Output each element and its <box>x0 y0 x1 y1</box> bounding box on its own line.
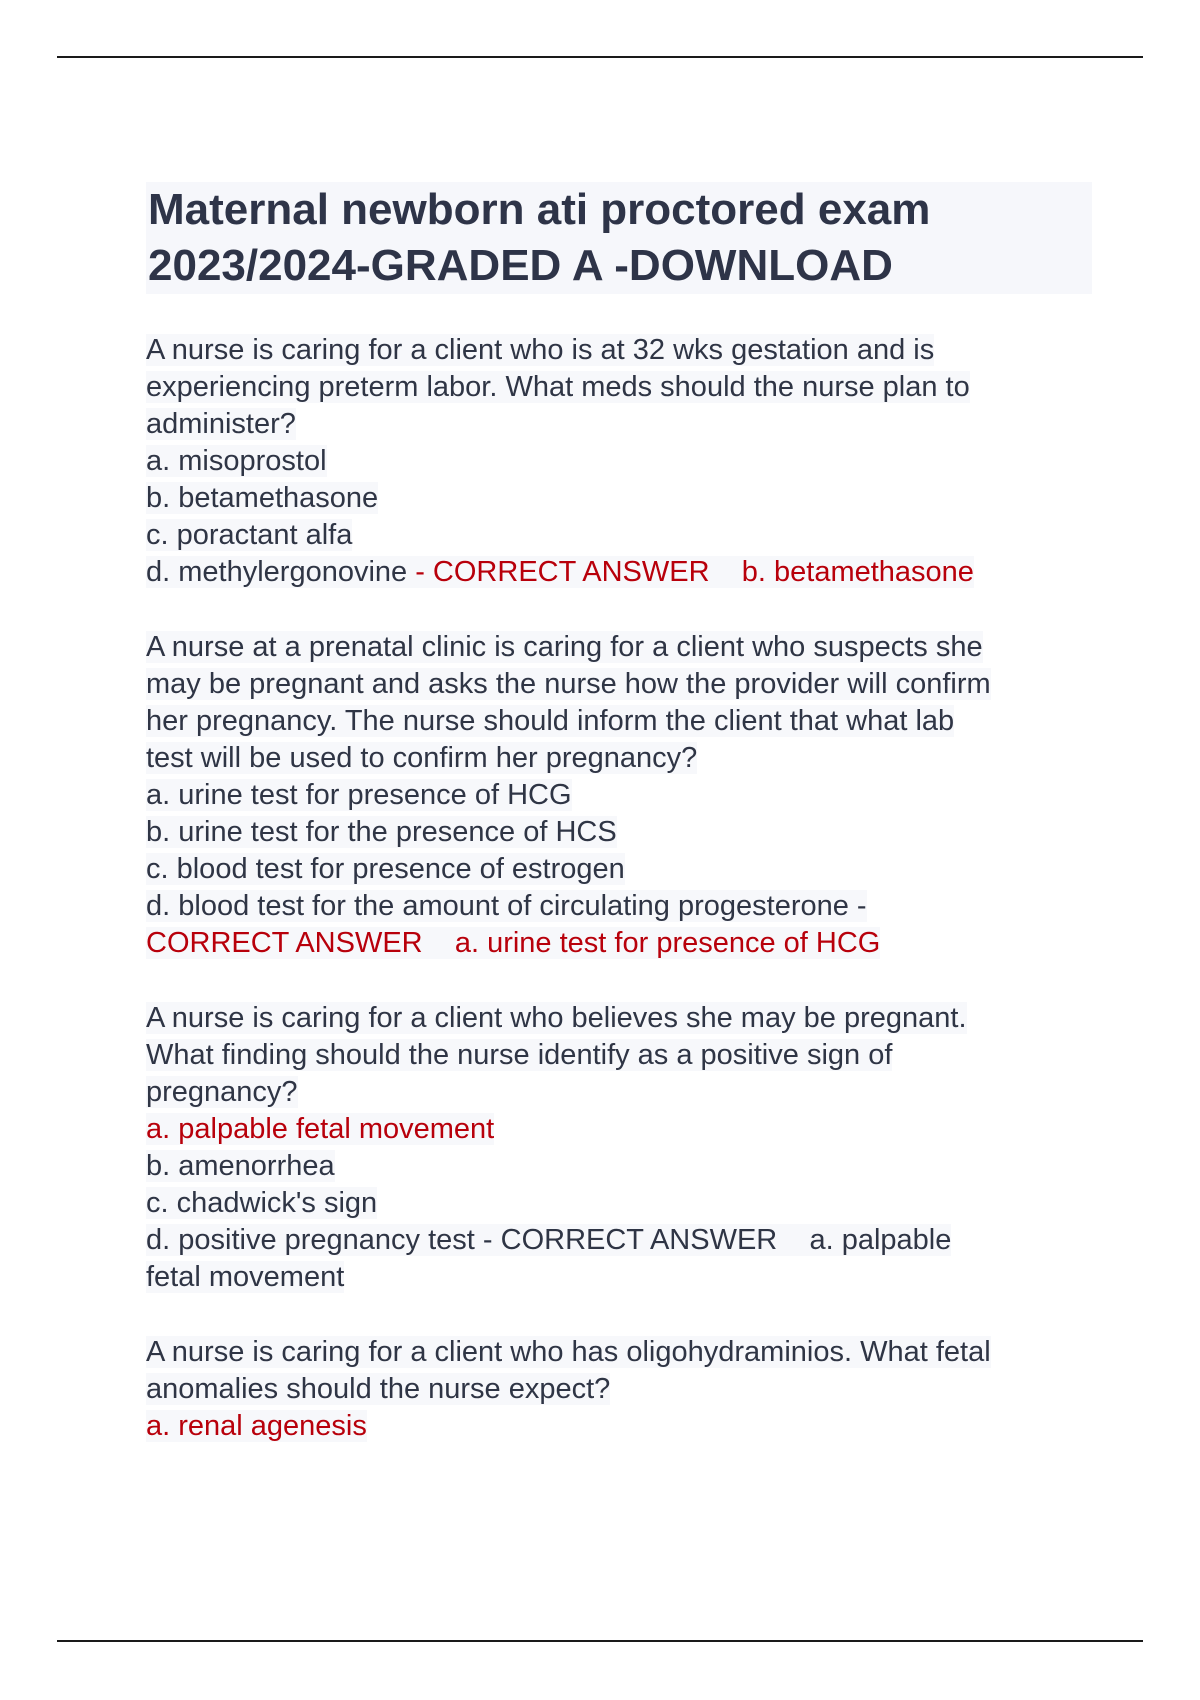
question-stem-line: test will be used to confirm her pregnancy? <box>146 742 698 774</box>
option-a: a. urine test for presence of HCG <box>146 779 572 811</box>
correct-answer-highlight: CORRECT ANSWER a. urine test for presence of HCG <box>146 927 881 959</box>
question-stem-line: What finding should the nurse identify as a positive sign of <box>146 1039 893 1071</box>
question-2 <box>146 629 1092 962</box>
document-page <box>146 182 1092 1445</box>
question-stem-line: pregnancy? <box>146 1076 298 1108</box>
correct-answer-highlight: - CORRECT ANSWER b. betamethasone <box>415 556 974 588</box>
question-stem-line: may be pregnant and asks the nurse how the provider will confirm <box>146 668 991 700</box>
document-title: Maternal newborn ati proctored exam 2023/2024-GRADED A -DOWNLOAD <box>146 182 1092 294</box>
question-4 <box>146 1334 1092 1445</box>
option-b: b. betamethasone <box>146 482 379 514</box>
correct-answer-highlight: a. palpable fetal movement <box>146 1113 495 1145</box>
question-stem-line: administer? <box>146 408 296 440</box>
question-3 <box>146 1000 1092 1296</box>
option-a: a. misoprostol <box>146 445 327 477</box>
option-c: c. blood test for presence of estrogen <box>146 853 625 885</box>
question-stem-line: A nurse is caring for a client who is at 32 wks gestation and is <box>146 334 935 366</box>
question-stem-line: anomalies should the nurse expect? <box>146 1373 611 1405</box>
question-stem-line: her pregnancy. The nurse should inform the client that what lab <box>146 705 955 737</box>
question-stem-line: experiencing preterm labor. What meds should the nurse plan to <box>146 371 970 403</box>
correct-answer-highlight: a. renal agenesis <box>146 1410 367 1442</box>
option-d: d. positive pregnancy test - CORRECT ANSWER a. palpable <box>146 1224 952 1256</box>
option-d-continued: fetal movement <box>146 1261 345 1293</box>
bottom-rule <box>57 1640 1143 1642</box>
question-stem-line: A nurse is caring for a client who has oligohydraminios. What fetal <box>146 1336 991 1368</box>
option-c: c. chadwick's sign <box>146 1187 378 1219</box>
option-a <box>146 1111 1092 1148</box>
option-b: b. amenorrhea <box>146 1150 335 1182</box>
question-1 <box>146 332 1092 591</box>
option-c: c. poractant alfa <box>146 519 353 551</box>
question-stem-line: A nurse is caring for a client who believes she may be pregnant. <box>146 1002 967 1034</box>
question-stem-line: A nurse at a prenatal clinic is caring for a client who suspects she <box>146 631 983 663</box>
option-b: b. urine test for the presence of HCS <box>146 816 617 848</box>
option-d: d. methylergonovine - CORRECT ANSWER b. betamethasone <box>146 556 974 588</box>
option-d: d. blood test for the amount of circulating progesterone - <box>146 890 867 922</box>
option-a <box>146 1408 1092 1445</box>
correct-answer-line <box>146 925 1092 962</box>
top-rule <box>57 56 1143 58</box>
